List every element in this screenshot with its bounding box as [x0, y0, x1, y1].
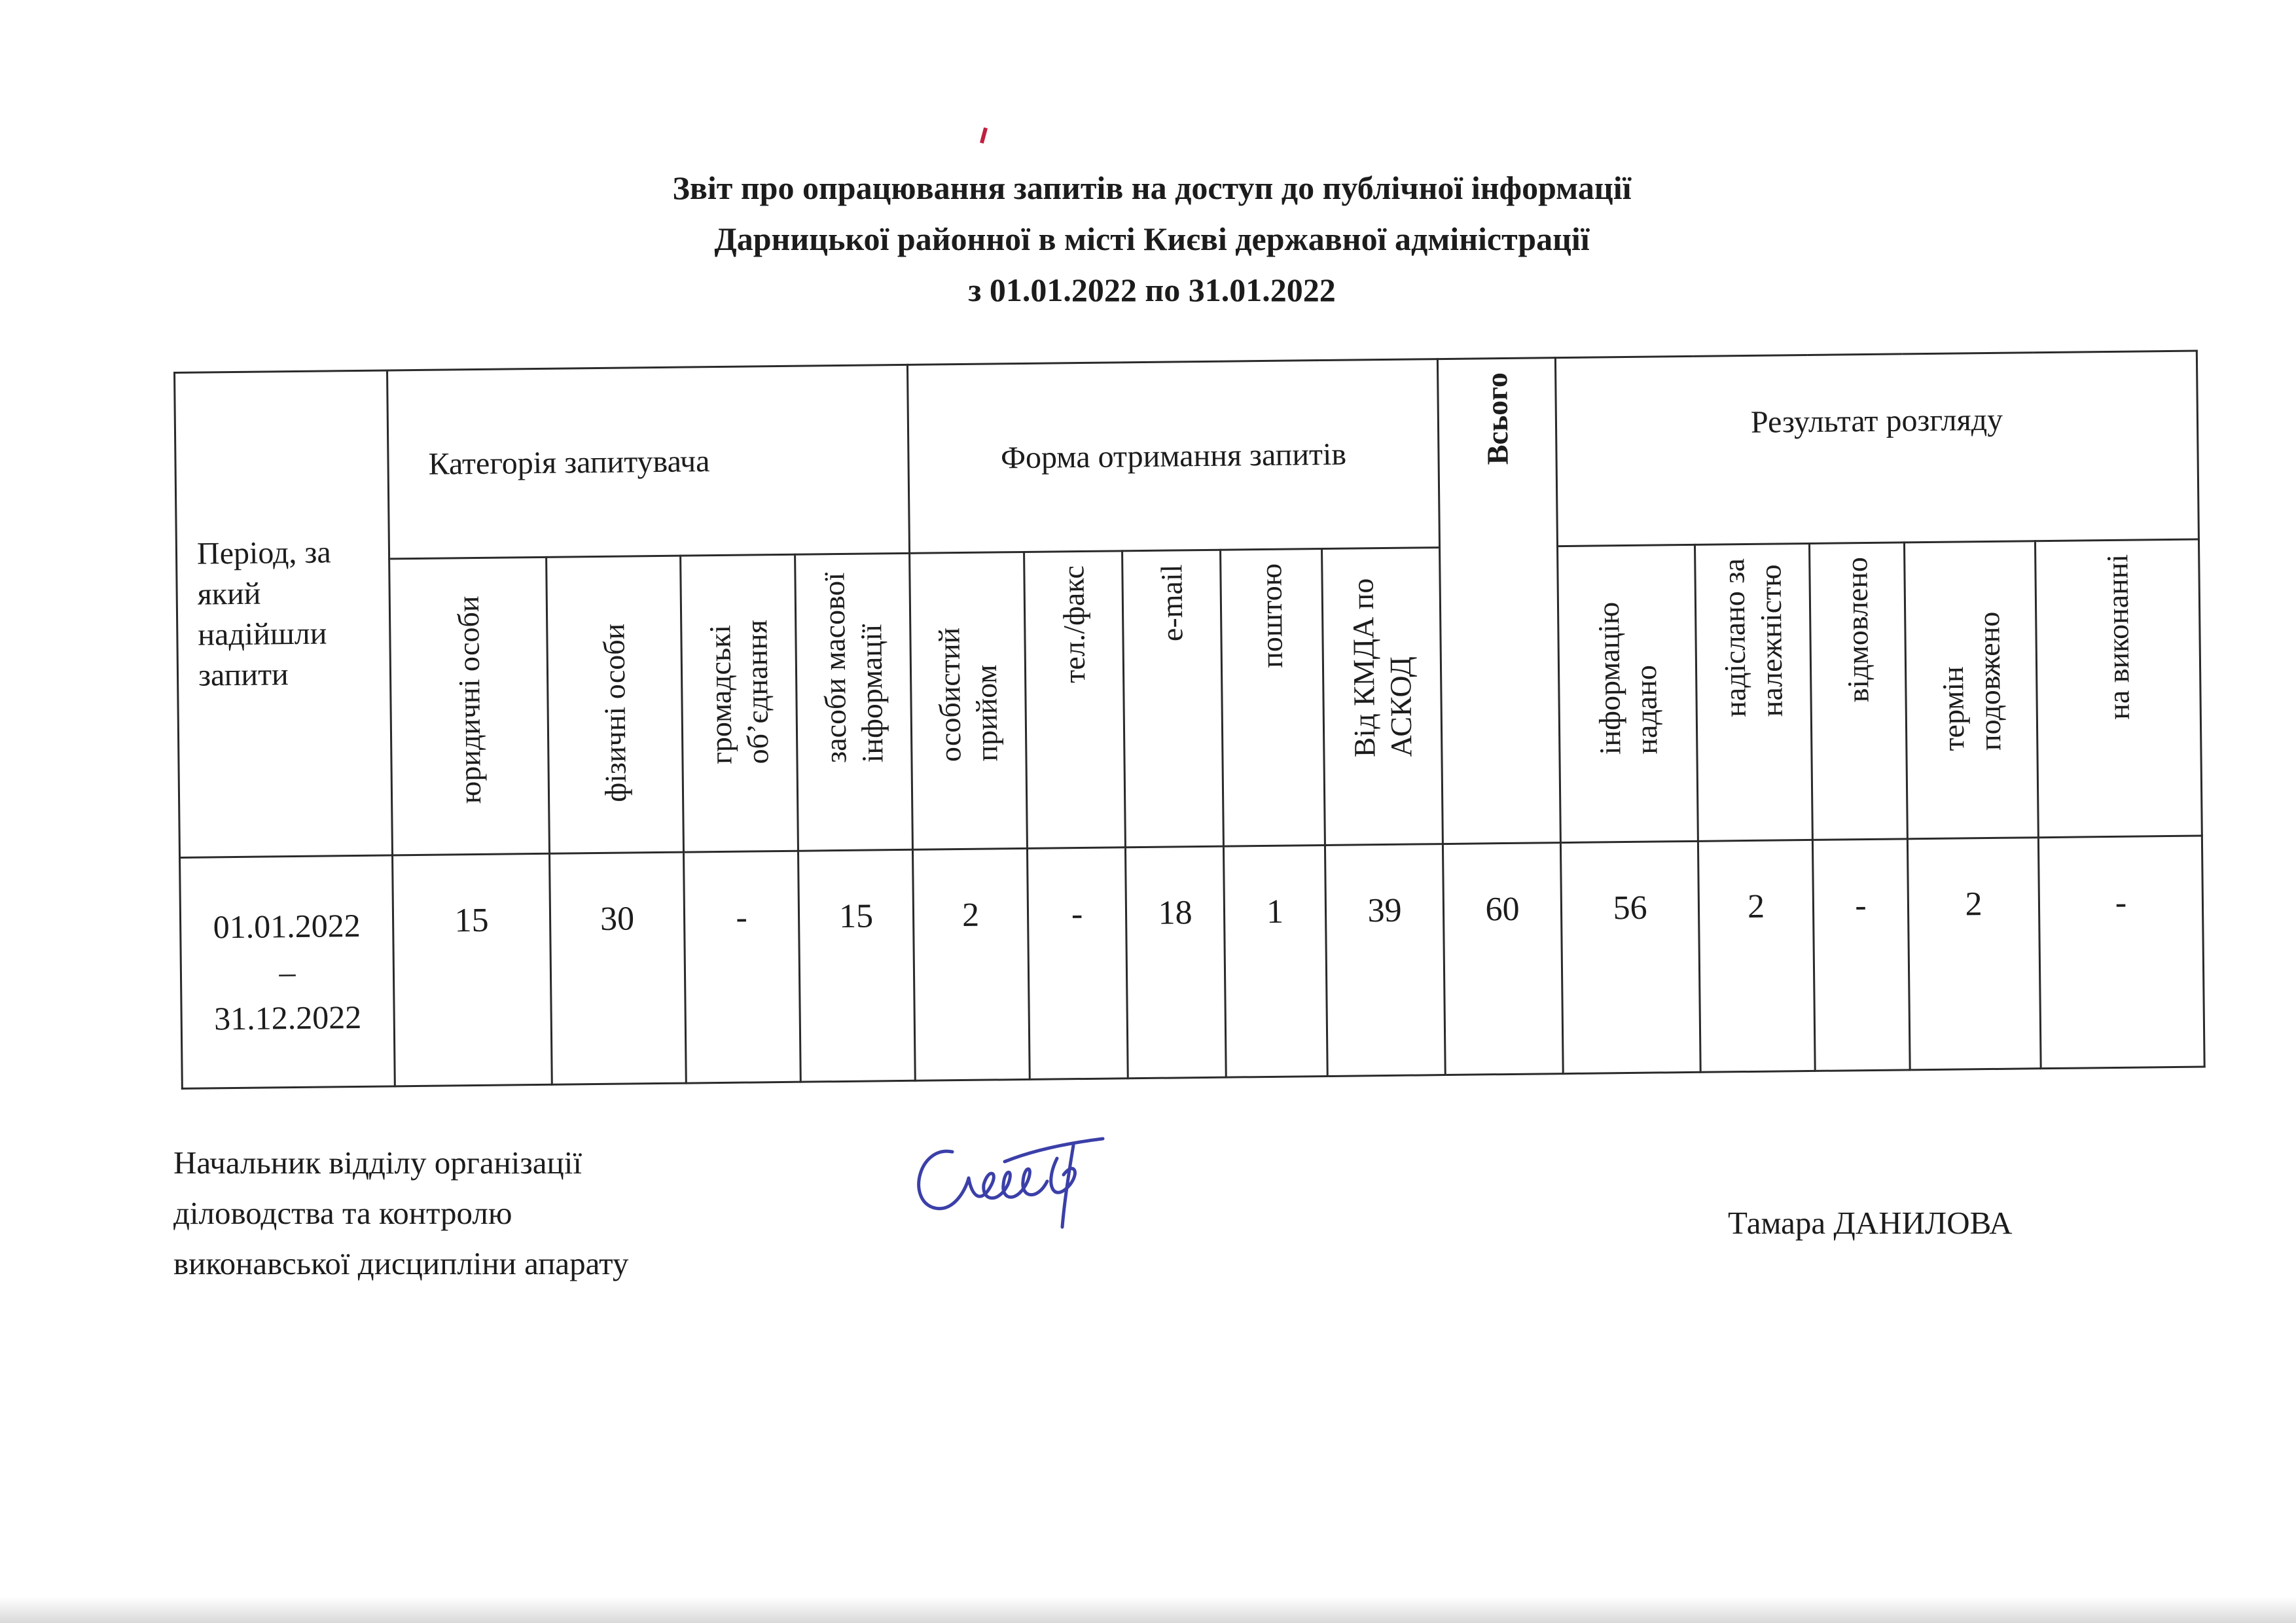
title-line-3: з 01.01.2022 по 31.01.2022 [968, 272, 1336, 308]
cell-telfax: - [1027, 847, 1128, 1080]
col-post-label: поштою [1254, 563, 1289, 669]
cell-media: 15 [798, 849, 915, 1082]
document-title [458, 162, 1846, 315]
cell-public-assoc: - [683, 851, 800, 1083]
col-email-label: e-mail [1154, 564, 1189, 642]
cell-total: 60 [1443, 843, 1563, 1075]
col-post-header [1221, 549, 1325, 847]
col-provided-line-2: надано [1628, 664, 1664, 755]
signatory-name: Тамара ДАНИЛОВА [1728, 1205, 2013, 1241]
total-header [1437, 358, 1560, 844]
col-personal-line-1: особистий [932, 627, 967, 762]
col-extended-line-1: термін [1935, 666, 1970, 751]
col-forwarded-line-2: належністю [1753, 564, 1789, 717]
col-public-assoc-label [702, 620, 776, 764]
cell-forwarded: 2 [1698, 840, 1815, 1072]
col-personal-label [931, 627, 1005, 762]
cell-post: 1 [1223, 846, 1327, 1078]
page-mark [980, 128, 988, 144]
period-start: 01.01.2022 [213, 906, 361, 946]
col-telfax-label: тел./факс [1056, 565, 1091, 684]
period-cell [180, 855, 395, 1088]
header-row-columns [177, 539, 2202, 857]
position-line-2: діловодства та контролю [173, 1195, 512, 1231]
col-provided-line-1: інформацію [1591, 601, 1627, 755]
cell-email: 18 [1125, 846, 1226, 1079]
cell-kmda: 39 [1325, 844, 1445, 1077]
position-line-1: Начальник відділу організації [173, 1145, 582, 1181]
handwritten-signature [906, 1113, 1116, 1230]
period-dash: – [279, 954, 296, 991]
col-email-header [1122, 550, 1224, 847]
col-refused-header [1810, 543, 1908, 840]
col-individuals-header [547, 556, 684, 853]
col-provided-label [1590, 601, 1665, 755]
col-in-progress-label: на виконанні [2100, 554, 2136, 721]
cell-individuals: 30 [550, 852, 687, 1084]
cell-provided: 56 [1560, 841, 1700, 1073]
total-header-label: Всього [1479, 372, 1515, 465]
result-group-header: Результат розгляду [1555, 351, 2198, 546]
col-kmda-line-2: АСКОД [1383, 656, 1418, 758]
cell-extended: 2 [1907, 838, 2041, 1070]
period-header: Період, за який надійшли запити [175, 370, 393, 857]
period-end: 31.12.2022 [213, 998, 362, 1037]
col-provided-header [1558, 544, 1698, 842]
cell-legal: 15 [393, 853, 552, 1086]
scan-shadow [0, 1597, 2296, 1623]
col-forwarded-header [1695, 543, 1813, 841]
cell-in-progress: - [2038, 836, 2204, 1069]
col-personal-line-2: прийом [969, 664, 1004, 762]
col-extended-header [1905, 541, 2039, 839]
col-public-assoc-header [681, 554, 798, 852]
report-table [173, 350, 2206, 1090]
category-group-header: Категорія запитувача [387, 365, 909, 559]
form-group-header: Форма отримання запитів [907, 359, 1439, 554]
col-kmda-line-1: Від КМДА по [1346, 578, 1382, 758]
col-media-label [816, 572, 891, 764]
col-extended-label [1934, 611, 2009, 751]
col-extended-line-2: подовжено [1971, 611, 2007, 751]
title-line-1: Звіт про опрацювання запитів на доступ до публічної інформації [672, 169, 1632, 206]
col-in-progress-header [2036, 539, 2202, 838]
col-kmda-header [1322, 548, 1443, 846]
cell-refused: - [1812, 839, 1910, 1071]
col-telfax-header [1024, 551, 1126, 849]
col-legal-header [389, 557, 550, 855]
col-forwarded-label [1715, 558, 1791, 717]
title-line-2: Дарницької районної в місті Києві державної адміністрації [714, 221, 1590, 257]
col-forwarded-line-1: надіслано за [1717, 558, 1752, 718]
col-public-assoc-line-2: об’єднання [740, 619, 775, 764]
signatory-position [173, 1137, 628, 1289]
col-media-line-1: засоби масової [817, 572, 853, 764]
col-personal-header [910, 552, 1028, 849]
col-media-header [795, 553, 913, 851]
position-line-3: виконавської дисципліни апарату [173, 1245, 629, 1281]
col-kmda-label [1344, 578, 1420, 758]
col-legal-label: юридичні особи [451, 596, 487, 804]
table-row [180, 836, 2205, 1088]
col-media-line-2: інформації [854, 624, 889, 763]
col-public-assoc-line-1: громадські [703, 624, 738, 765]
col-refused-label: відмовлено [1840, 556, 1875, 703]
col-individuals-label: фізичні особи [597, 623, 633, 803]
header-row-groups [175, 351, 2199, 561]
cell-personal: 2 [913, 848, 1030, 1080]
